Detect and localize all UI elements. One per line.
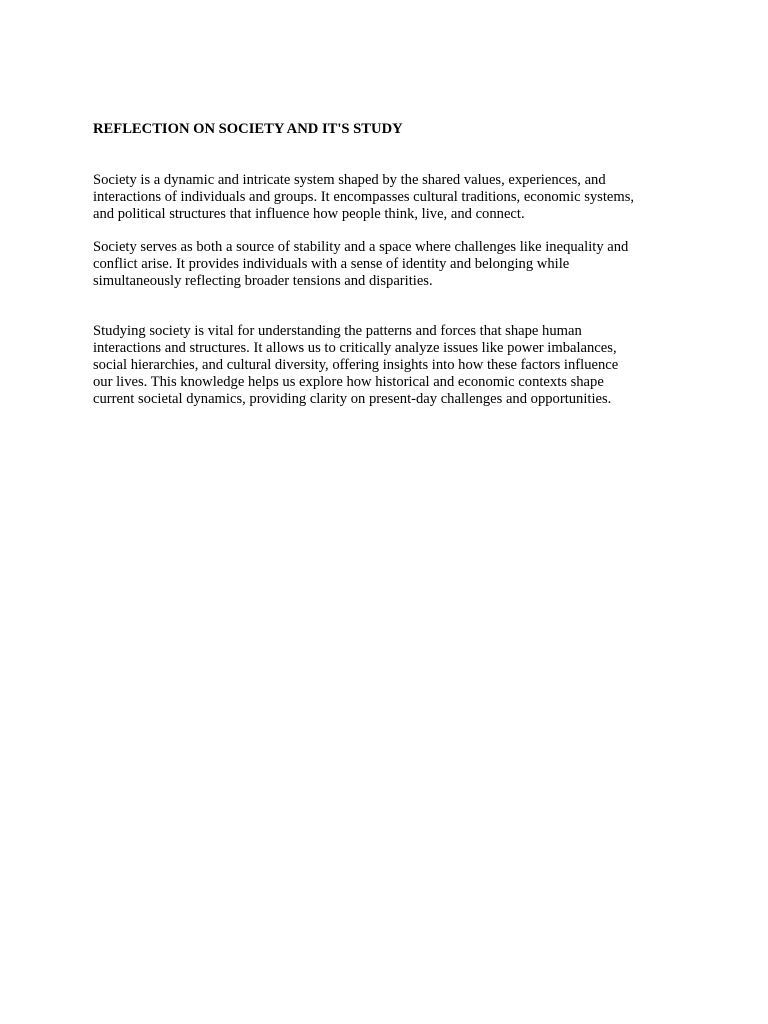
paragraph-line: our lives. This knowledge helps us explore how historical and economic contexts shape [93, 374, 604, 390]
paragraph-line: simultaneously reflecting broader tensions and disparities. [93, 273, 433, 289]
paragraph-line: conflict arise. It provides individuals with a sense of identity and belonging while [93, 256, 570, 272]
paragraph-line: interactions of individuals and groups. It encompasses cultural traditions, economic systems, [93, 189, 635, 205]
document-body [93, 121, 683, 408]
paragraph-3 [93, 323, 683, 408]
paragraph-1 [93, 172, 683, 223]
paragraph-line: Studying society is vital for understanding the patterns and forces that shape human [93, 323, 582, 339]
paragraph-line: social hierarchies, and cultural diversity, offering insights into how these factors influence [93, 357, 619, 373]
paragraph-line: Society serves as both a source of stability and a space where challenges like inequality and [93, 239, 629, 255]
paragraph-line: current societal dynamics, providing clarity on present-day challenges and opportunities. [93, 391, 612, 407]
paragraph-line: Society is a dynamic and intricate system shaped by the shared values, experiences, and [93, 172, 606, 188]
paragraph-line: interactions and structures. It allows us to critically analyze issues like power imbalances, [93, 340, 617, 356]
paragraph-2 [93, 239, 683, 290]
document-title: REFLECTION ON SOCIETY AND IT'S STUDY [93, 121, 403, 137]
paragraph-line: and political structures that influence how people think, live, and connect. [93, 206, 525, 222]
